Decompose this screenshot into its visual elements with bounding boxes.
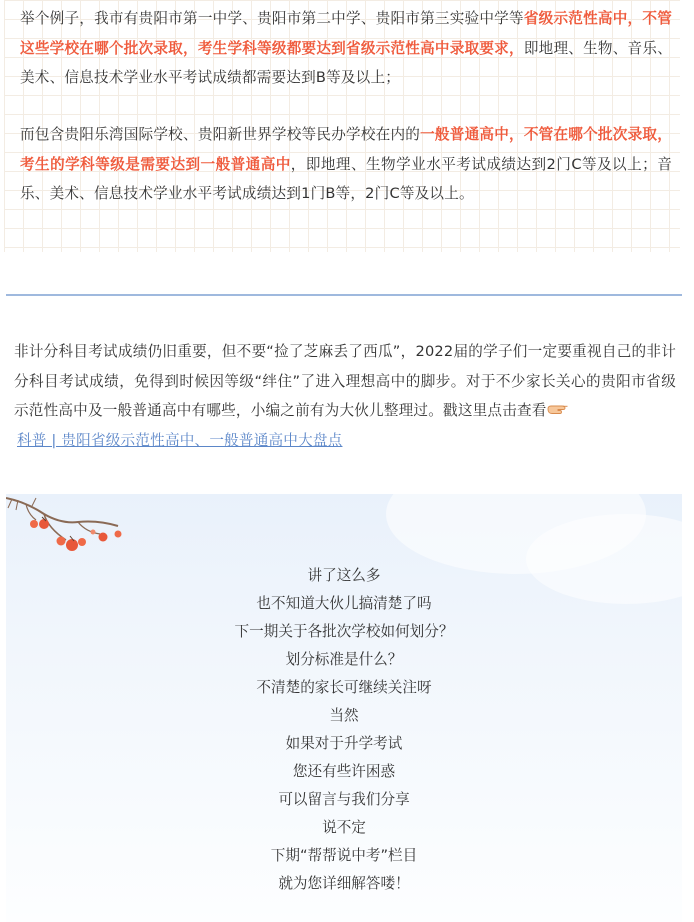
poem-line: 不清楚的家长可继续关注呀 — [256, 679, 432, 696]
poem-line: 也不知道大伙儿搞清楚了吗 — [256, 595, 432, 612]
non-scored-subjects-text: 非计分科目考试成绩仍旧重要，但不要“捡了芝麻丢了西瓜”，2022届的学子们一定要重视自己的非计分科目考试成绩，免得到时候因等级“绊住”了进入理想高中的脚步。对于不少家长关心的贵阳市省级示范性高中及一般普通高中有哪些，小编之前有为大伙儿整理过。戳这里点击查看 — [14, 343, 676, 419]
body-text: ，即地理、生物学业水平考试成绩达到2门C等及以上；音乐、美术、信息技术学业水平考试成绩达到1门B等，2门C等及以上。 — [20, 155, 672, 202]
poem-line: 讲了这么多 — [307, 567, 381, 584]
poem-line: 说不定 — [322, 819, 366, 836]
poem-line: 下一期关于各批次学校如何划分？ — [234, 623, 454, 640]
poem-line: 下期“帮帮说中考”栏目 — [270, 847, 418, 864]
closing-poem — [6, 562, 682, 898]
article-link-school-list[interactable]: 科普 | 贵阳省级示范性高中、一般普通高中大盘点 — [17, 431, 343, 449]
closing-message-panel — [6, 494, 682, 922]
body-text: 举个例子，我市有贵阳市第一中学、贵阳市第二中学、贵阳市第三实验中学等 — [20, 10, 524, 27]
poem-line: 划分标准是什么？ — [285, 651, 403, 668]
persimmon-branch-decoration — [6, 494, 126, 564]
paragraph-provincial-schools — [20, 4, 672, 93]
poem-line: 当然 — [329, 707, 359, 724]
highlighted-text: 省级示范性高中，不管这些学校在哪个批次录取，考生学科等级都要达到省级示范性高中录取要求， — [20, 10, 672, 57]
body-text: 而包含贵阳乐湾国际学校、贵阳新世界学校等民办学校在内的 — [20, 126, 421, 143]
highlighted-text: 一般普通高中，不管在哪个批次录取，考生的学科等级是需要达到一般普通高中 — [20, 126, 673, 173]
body-text: 即地理、生物、音乐、美术、信息技术学业水平考试成绩都需要达到B等及以上； — [20, 39, 672, 86]
poem-line: 可以留言与我们分享 — [278, 791, 410, 808]
section-divider — [6, 294, 682, 296]
poem-line: 如果对于升学考试 — [285, 735, 403, 752]
paragraph-private-schools — [20, 120, 672, 209]
poem-line: 就为您详细解答喽！ — [278, 875, 410, 892]
paragraph-non-scored-subjects — [14, 337, 676, 455]
pointing-hand-icon — [547, 403, 569, 417]
poem-line: 您还有些许困惑 — [292, 763, 396, 780]
